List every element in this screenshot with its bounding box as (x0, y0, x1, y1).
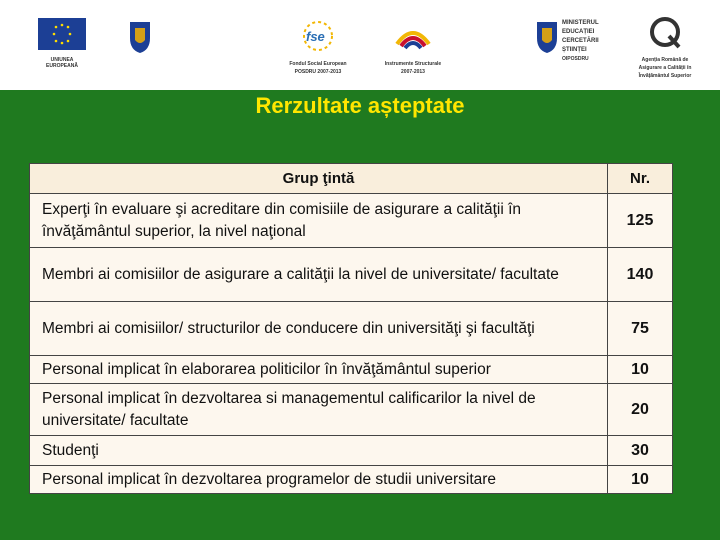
table-row (30, 384, 673, 436)
row-label: Studenţi (30, 436, 608, 466)
column-header-group: Grup ţintă (30, 164, 608, 194)
table-row (30, 436, 673, 466)
row-label: Personal implicat în dezvoltarea programelor de studii universitare (30, 466, 608, 494)
aracis-caption-2: Asigurare a Calității în (638, 65, 692, 71)
aracis-q-icon (647, 14, 683, 50)
aracis-caption-1: Agenția Română de (641, 57, 689, 63)
row-label: Personal implicat în elaborarea politicilor în învăţământul superior (30, 356, 608, 384)
min-caption-5: OIPOSDRU (562, 56, 589, 62)
eu-flag-logo (37, 18, 87, 80)
fse-icon (296, 18, 340, 54)
min-caption-4: ȘTIINȚEI (562, 47, 587, 53)
fse-caption-2: POSDRU 2007-2013 (294, 69, 342, 75)
row-label: Membri ai comisiilor de asigurare a calităţii la nivel de universitate/ facultate (30, 248, 608, 302)
column-header-number: Nr. (608, 164, 673, 194)
row-value: 10 (608, 356, 673, 384)
slide-title: Rerzultate așteptate (255, 93, 465, 118)
table-row (30, 248, 673, 302)
row-value: 125 (608, 194, 673, 248)
aracis-logo (630, 14, 700, 79)
row-value: 75 (608, 302, 673, 356)
logo-bar (0, 0, 720, 90)
row-label: Personal implicat în dezvoltarea si managementul calificarilor la nivel de universitate/ facultate (30, 384, 608, 436)
row-value: 30 (608, 436, 673, 466)
ministry-logo (535, 18, 615, 80)
ministry-coat-of-arms-icon (535, 18, 559, 54)
instrumente-structurale-logo (378, 18, 448, 80)
row-value: 20 (608, 384, 673, 436)
coat-of-arms-logo (125, 18, 155, 80)
instr-caption-2: 2007-2013 (401, 69, 425, 75)
instrumente-structurale-icon (391, 18, 435, 54)
table-row (30, 302, 673, 356)
min-caption-3: CERCETĂRII (562, 38, 599, 44)
row-value: 10 (608, 466, 673, 494)
fse-caption-1: Fondul Social European (289, 61, 347, 67)
aracis-caption-3: Învățământul Superior (638, 73, 692, 79)
row-label: Membri ai comisiilor/ structurilor de conducere din universităţi şi facultăţi (30, 302, 608, 356)
row-label: Experţi în evaluare şi acreditare din comisiile de asigurare a calităţii în învăţământul superior, la nivel naţional (30, 194, 608, 248)
min-caption-1: MINISTERUL (562, 20, 599, 26)
row-value: 140 (608, 248, 673, 302)
table-row (30, 194, 673, 248)
instr-caption-1: Instrumente Structurale (384, 61, 442, 67)
target-group-table (29, 163, 673, 494)
coat-of-arms-icon (127, 18, 153, 54)
table-header-row (30, 164, 673, 194)
min-caption-2: EDUCAȚIEI (562, 29, 595, 35)
eu-flag-icon (38, 18, 86, 50)
fse-logo (283, 18, 353, 80)
svg-text:fse: fse (306, 29, 325, 44)
table-row (30, 356, 673, 384)
table-row (30, 466, 673, 494)
eu-caption: UNIUNEA EUROPEANĂ (46, 57, 78, 69)
